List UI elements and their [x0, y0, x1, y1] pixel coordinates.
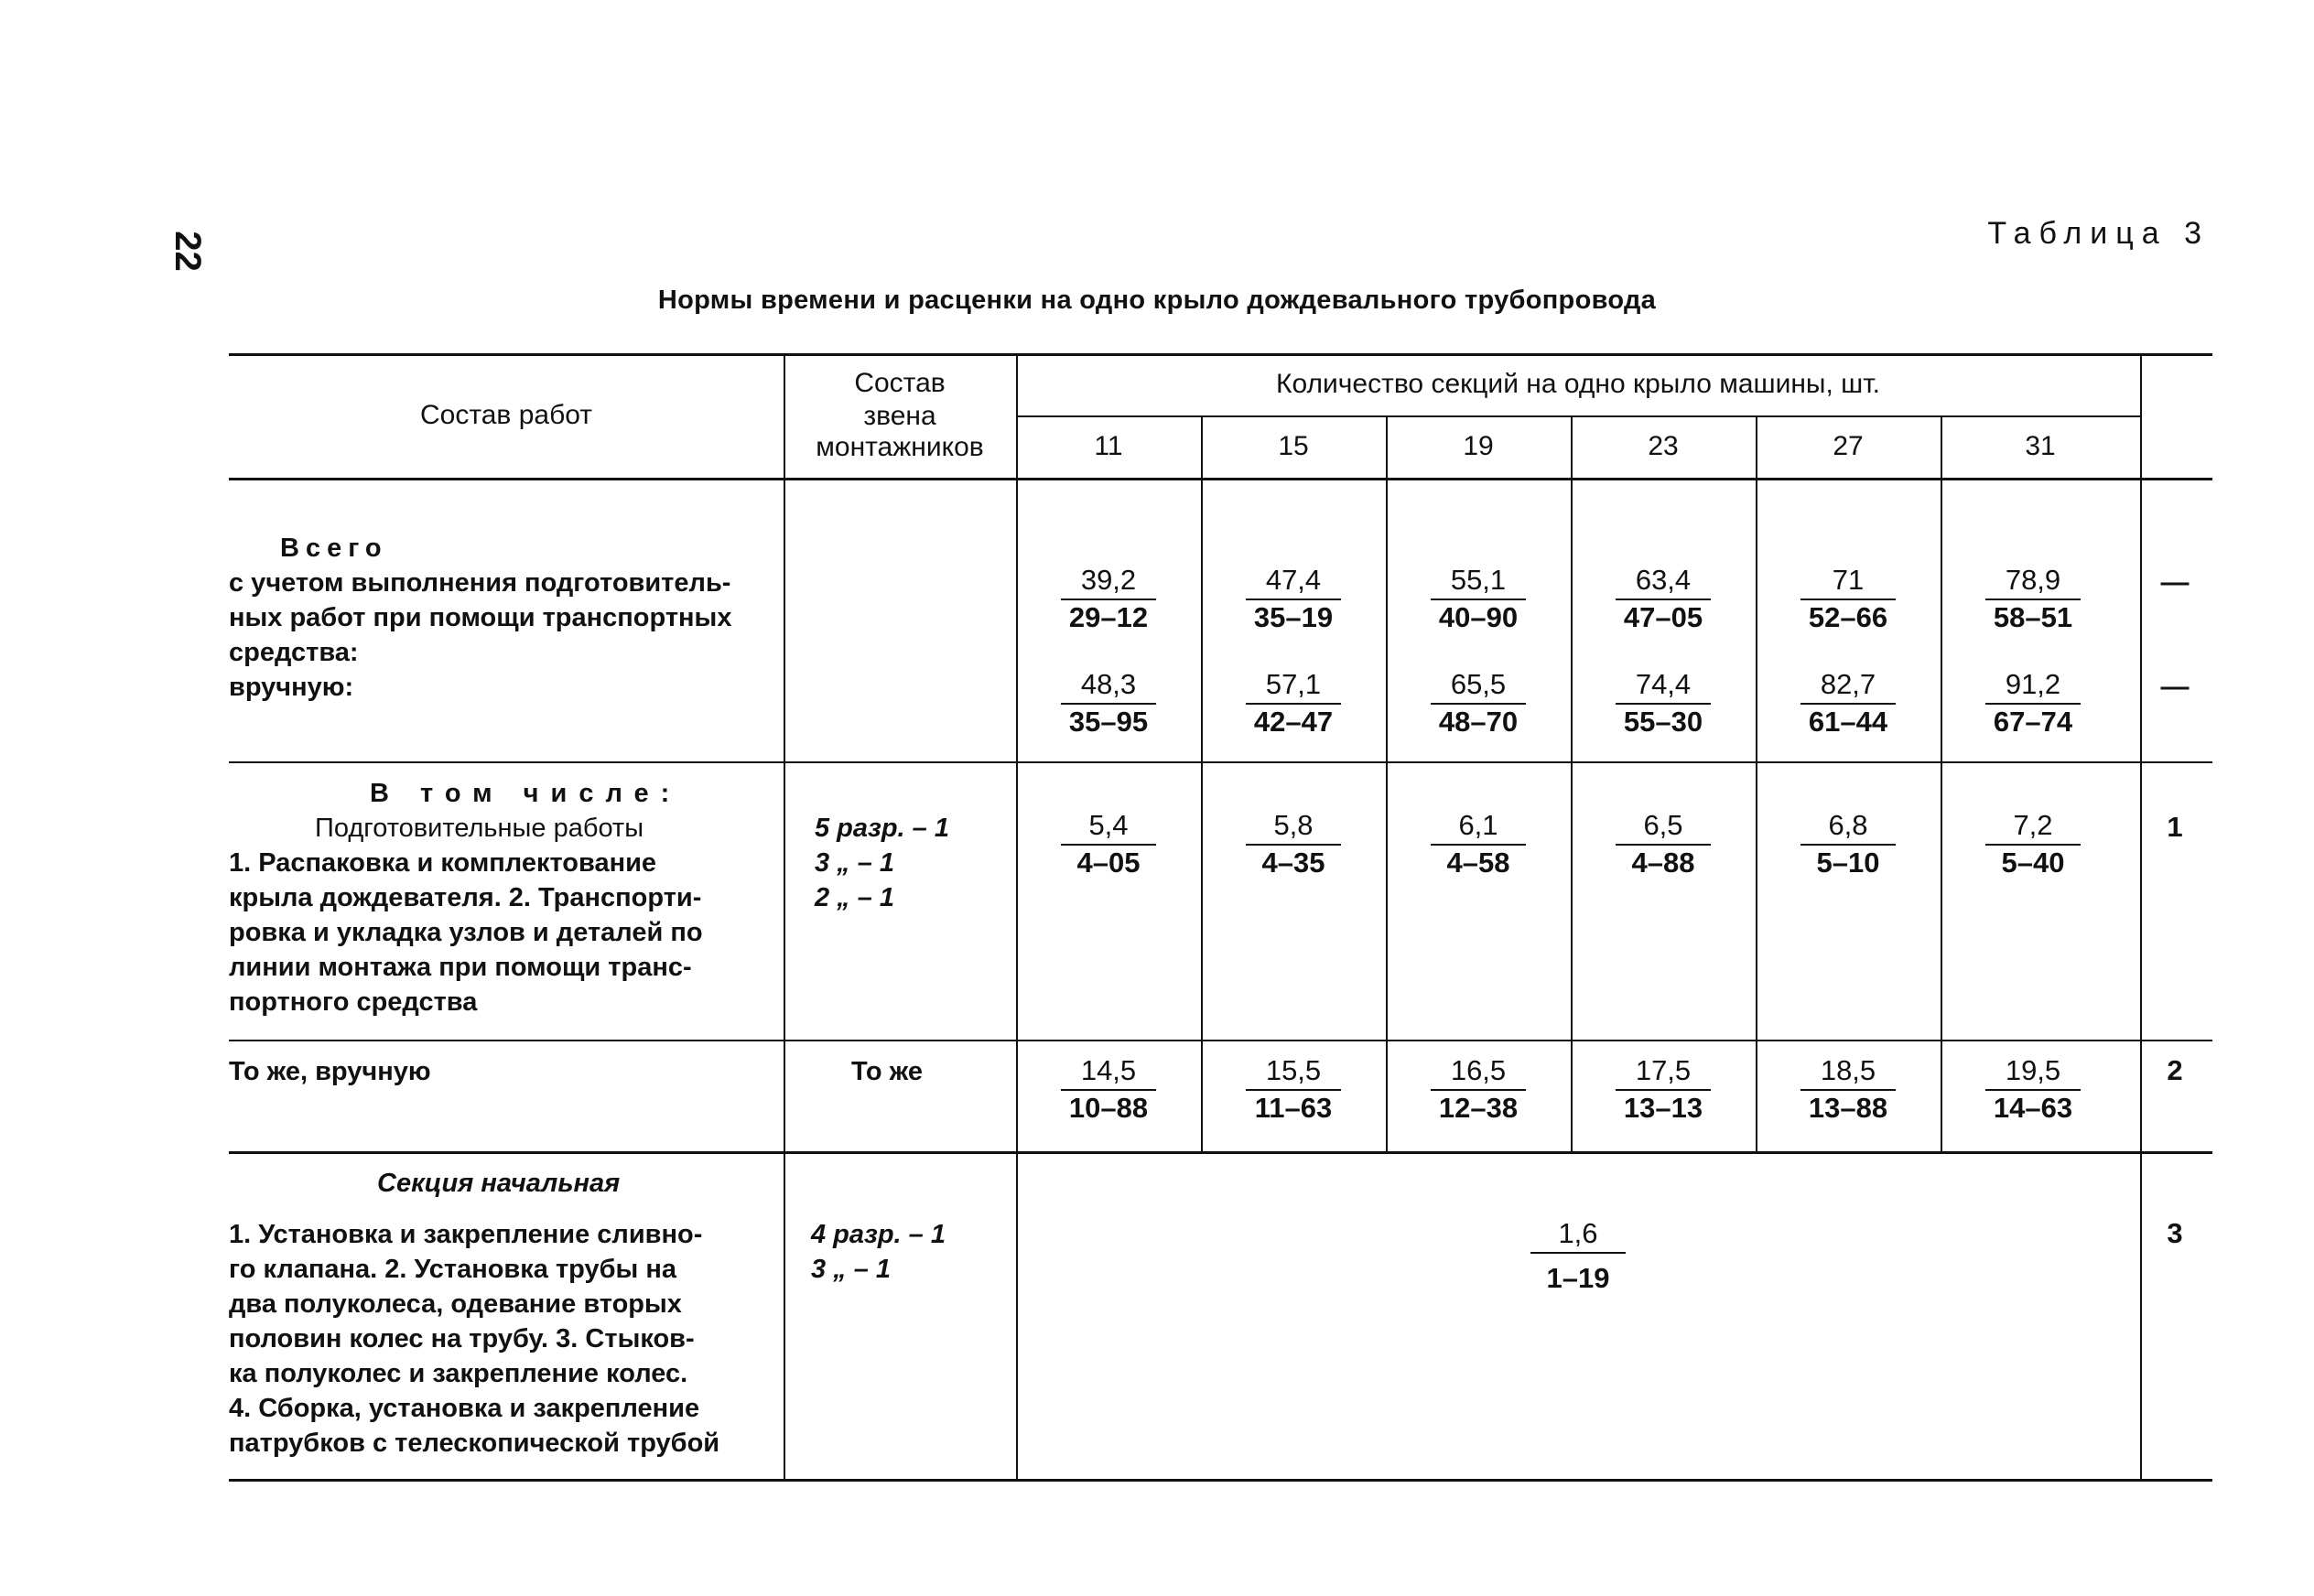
total-manual-27: 82,7 61–44 — [1757, 668, 1940, 739]
total-line-2: ных работ при помощи транспортных — [229, 603, 732, 632]
manual-value-11: 14,5 10–88 — [1017, 1054, 1200, 1126]
header-count-31: 31 — [2025, 431, 2056, 461]
section-start-line-4: половин колес на трубу. 3. Стыков- — [229, 1324, 695, 1353]
rule-col-15 — [1201, 415, 1203, 1153]
manual-value-15: 15,5 11–63 — [1202, 1054, 1385, 1126]
table-label: Таблица 3 — [1987, 216, 2210, 251]
total-line-4: вручную: — [229, 673, 354, 702]
prep-value-27: 6,8 5–10 — [1757, 809, 1940, 880]
total-transport-11: 39,2 29–12 — [1017, 564, 1200, 635]
manual-value-27: 18,5 13–88 — [1757, 1054, 1940, 1126]
prep-crew-2: 3 „ – 1 — [815, 848, 895, 878]
manual-crew: То же — [851, 1057, 923, 1086]
total-transport-15: 47,4 35–19 — [1202, 564, 1385, 635]
header-count-19: 19 — [1463, 431, 1494, 461]
section-start-crew-2: 3 „ – 1 — [811, 1255, 892, 1284]
prep-heading: В том числе: — [370, 779, 682, 808]
prep-line-1: 1. Распаковка и комплектование — [229, 848, 657, 878]
prep-subheading: Подготовительные работы — [315, 814, 644, 843]
manual-value-31: 19,5 14–63 — [1941, 1054, 2125, 1126]
rule-subheader — [1016, 415, 2140, 417]
total-transport-ref: — — [2160, 566, 2190, 598]
total-manual-31: 91,2 67–74 — [1941, 668, 2125, 739]
manual-value-23: 17,5 13–13 — [1572, 1054, 1755, 1126]
section-start-line-5: ка полуколес и закрепление колес. — [229, 1359, 688, 1388]
total-line-3: средства: — [229, 638, 359, 667]
prep-line-3: ровка и укладка узлов и деталей по — [229, 918, 703, 947]
header-work: Состав работ — [419, 400, 593, 430]
manual-value-19: 16,5 12–38 — [1387, 1054, 1570, 1126]
rule-col-ref — [2140, 353, 2142, 1481]
total-transport-31: 78,9 58–51 — [1941, 564, 2125, 635]
header-count-11: 11 — [1094, 431, 1123, 461]
prep-crew-1: 5 разр. – 1 — [815, 814, 949, 843]
section-start-crew-1: 4 разр. – 1 — [811, 1220, 946, 1249]
prep-value-31: 7,2 5–40 — [1941, 809, 2125, 880]
section-start-line-3: два полуколеса, одевание вторых — [229, 1289, 682, 1319]
header-sections-caption: Количество секций на одно крыло машины, шт. — [1276, 369, 1880, 399]
prep-ref: 1 — [2167, 811, 2183, 843]
rule-col-23 — [1571, 415, 1573, 1153]
total-manual-ref: — — [2160, 670, 2190, 702]
prep-value-19: 6,1 4–58 — [1387, 809, 1570, 880]
total-manual-19: 65,5 48–70 — [1387, 668, 1570, 739]
prep-line-5: портного средства — [229, 987, 478, 1017]
section-start-line-7: патрубков с телескопической трубой — [229, 1429, 720, 1458]
section-start-heading: Секция начальная — [377, 1169, 621, 1198]
manual-ref: 2 — [2167, 1054, 2183, 1086]
header-crew-line-1: Состав — [854, 368, 946, 398]
prep-value-11: 5,4 4–05 — [1017, 809, 1200, 880]
section-start-line-1: 1. Установка и закрепление сливно- — [229, 1220, 703, 1249]
prep-crew-3: 2 „ – 1 — [815, 883, 895, 912]
total-heading: Всего — [280, 534, 388, 563]
total-manual-23: 74,4 55–30 — [1572, 668, 1755, 739]
section-start-line-2: го клапана. 2. Установка трубы на — [229, 1255, 677, 1284]
rule-col-31 — [1941, 415, 1942, 1153]
header-count-23: 23 — [1648, 431, 1679, 461]
section-start-line-6: 4. Сборка, установка и закрепление — [229, 1394, 700, 1423]
rule-top — [229, 353, 2212, 356]
rule-col-19 — [1386, 415, 1388, 1153]
rule-col-crew — [1016, 353, 1018, 1481]
total-transport-27: 71 52–66 — [1757, 564, 1940, 635]
prep-line-2: крыла дождевателя. 2. Транспорти- — [229, 883, 702, 912]
rule-prep-bottom — [229, 1040, 2212, 1041]
header-count-15: 15 — [1278, 431, 1309, 461]
rule-col-27 — [1756, 415, 1757, 1153]
section-start-value: 1,6 1–19 — [1487, 1217, 1670, 1296]
total-line-1: с учетом выполнения подготовитель- — [229, 568, 731, 598]
prep-value-23: 6,5 4–88 — [1572, 809, 1755, 880]
manual-label: То же, вручную — [229, 1057, 431, 1086]
rule-header-bottom — [229, 478, 2212, 480]
prep-value-15: 5,8 4–35 — [1202, 809, 1385, 880]
prep-line-4: линии монтажа при помощи транс- — [229, 953, 692, 982]
rule-manual-bottom — [229, 1151, 2212, 1154]
rule-bottom — [229, 1479, 2212, 1482]
header-crew-line-3: монтажников — [816, 432, 984, 462]
total-transport-19: 55,1 40–90 — [1387, 564, 1570, 635]
rule-col-work — [784, 353, 785, 1481]
total-manual-11: 48,3 35–95 — [1017, 668, 1200, 739]
section-start-ref: 3 — [2167, 1217, 2183, 1249]
page-number: 22 — [167, 231, 208, 272]
header-count-27: 27 — [1833, 431, 1864, 461]
header-crew-line-2: звена — [863, 401, 936, 431]
total-transport-23: 63,4 47–05 — [1572, 564, 1755, 635]
table-title: Нормы времени и расценки на одно крыло дождевального трубопровода — [657, 286, 1657, 315]
rule-total-bottom — [229, 761, 2212, 763]
total-manual-15: 57,1 42–47 — [1202, 668, 1385, 739]
